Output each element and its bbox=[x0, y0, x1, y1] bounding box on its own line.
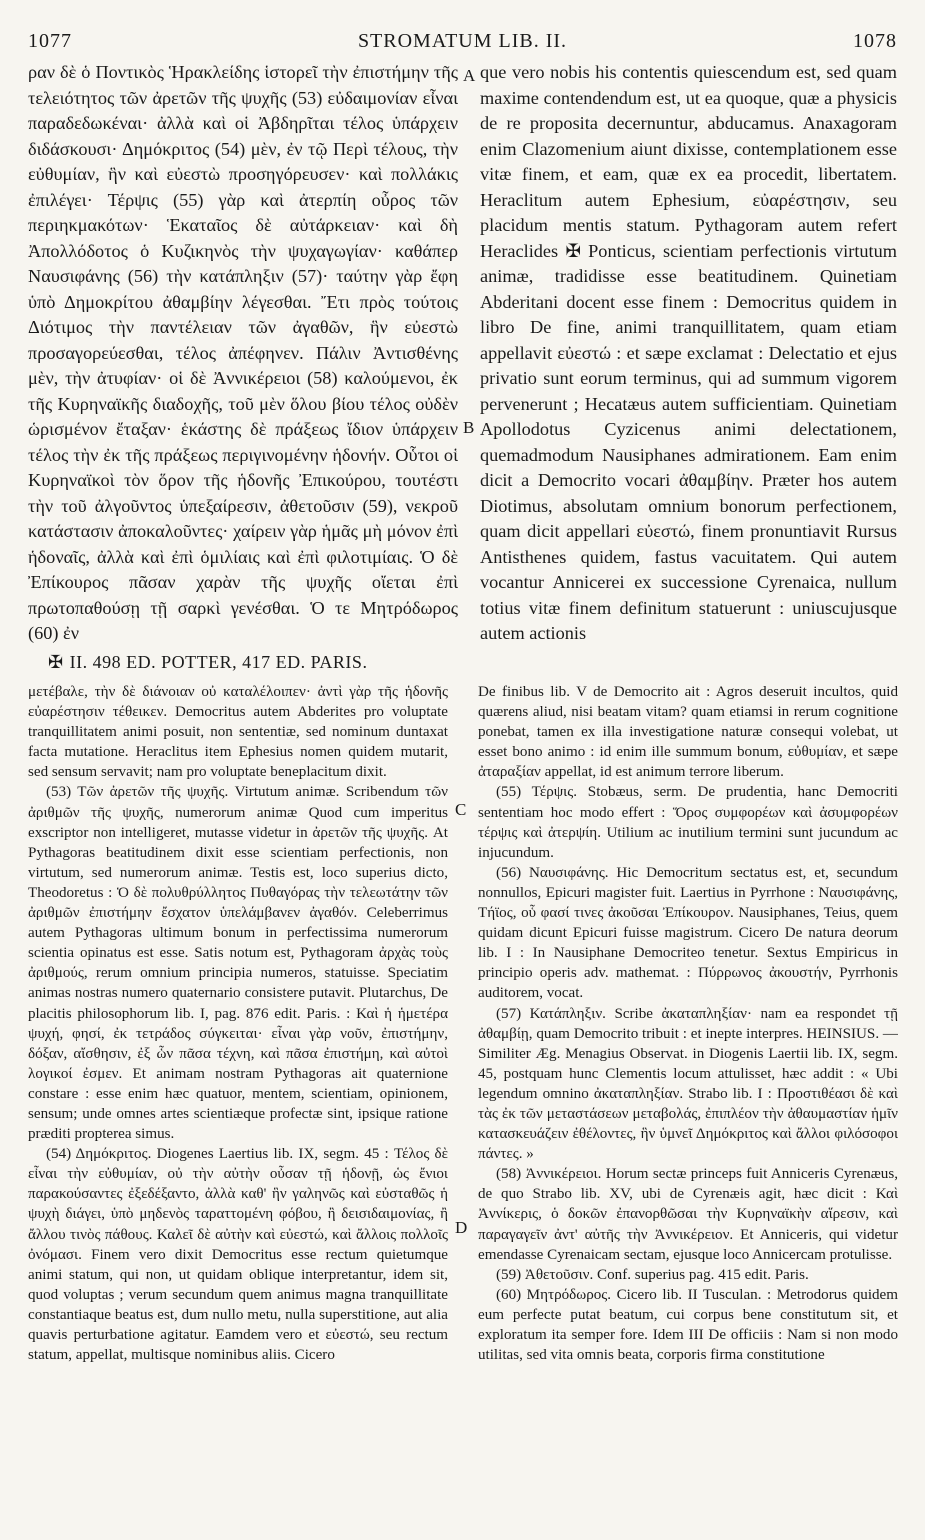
cross-star-icon: ✠ bbox=[48, 652, 64, 672]
latin-text: que vero nobis his contentis quiescendum est, sed quam maxime contendendum est, ut ea quoque, quæ a physicis de re proposita decernuntur, abducamus. Anaxagoram enim Clazomenium aiunt dixisse, contemplationem esse vitæ finem, et eam, quæ ex ea procedit, libertatem. Heraclitum autem Ephesium, εὐαρέστησιν, seu placidum mentis statum. Pythagoram autem refert Heraclides ✠ Ponticus, scientiam perfectionis virtutum animæ, tradidisse esse beatitudinem. Quinetiam Abderitani docent esse finem : Democritus quidem in libro De fine, animi tranquillitatem, quam etiam appellavit εὐεστώ : et sæpe exclamat : Delectatio et ejus privatio sunt eorum terminus, qui ad summum vigorem pervenerunt ; Hecatæus autem sufficientiam. Quinetiam Apollodotus Cyzicenus animi delectationem, quemadmodum Nausiphanes admirationem. Eam enim dicit a Democrito vocari ἀθαμβίην. Præter hos autem Diotimus, absolutam omnium bonorum perfectionem, quam dicit appellari εὐεστώ, finem pronuntiavit Rursus Antisthenes quidem, fastus vacuitatem. Qui autem vocantur Annicerei ex successione Cyrenaica, nullum totius vitæ finem definitum statuerunt : uniuscujusque autem actionis bbox=[480, 62, 897, 643]
footnotes-right-column bbox=[478, 682, 898, 1522]
footnotes-left-column bbox=[28, 682, 448, 1522]
footnote-paragraph: (57) Κατάπληξιν. Scribe ἀκαταπληξίαν· nam ea respondet τῇ ἀθαμβίῃ, quam Democrito tribuit : et inepte interpres. HEINSIUS. — Similiter Æg. Menagius Observat. in Diogenis Laertii lib. IX, segm. 45, postquam hunc Clementis locum attulisset, hæc addit : « Ubi legendum omnino ἀκαταπληξίαν. Strabo lib. I : Προστιθέασι δὲ καὶ τὰς ἐκ τῶν μεταστάσεων μεταβολάς, ἐπιπλέον τὴν ἀθαυμαστίαν ἡμῖν κατασκευάζειν ἐθέλοντες, ἣν ὑμνεῖ Δημόκριτος καὶ ἄλλοι φιλόσοφοι πάντες. » bbox=[478, 1005, 898, 1163]
footnote-paragraph: (53) Τῶν ἀρετῶν τῆς ψυχῆς. Virtutum animæ. Scribendum τῶν ἀριθμῶν τῆς ψυχῆς, numerorum animæ Quod cum imperitus exscriptor non intelligeret, mutasse videtur in ἀρετῶν τῆς ψυχῆς. At Pythagoras beatitudinem dixit esse scientiam perfectionis, non virtutum, sed numerorum animæ. Testis est, loco superius dicto, Theodoretus : Ὁ δὲ πολυθρύλλητος Πυθαγόρας τὴν τελεωτάτην τῶν ἀριθμῶν ἐπιστήμην ἔσχατον ὑπελάμβανεν ἀγαθόν. Celeberrimus autem Pythagoras ultimum bonum in perfectissima numerorum scientia opinatus est esse. Satis notum est, Pythagoram ἀρχὰς τοὺς ἀριθμούς, rerum omnium principia numeros, statuisse. Speciatim animas nostras numero quaternario consistere putavit. Plutarchus, De placitis philosophorum lib. I, pag. 876 edit. Paris. : Καὶ ἡ ἡμετέρα ψυχή, φησί, ἐκ τετράδος σύγκειται· εἶναι γὰρ νοῦν, ἐπιστήμην, δόξαν, αἴσθησιν, ἐξ ὧν πᾶσα τέχνη, καὶ πᾶσα ἐπιστήμη, καὶ αὐτοὶ λογικοί ἐσμεν. Et animam nostram Pythagoras ait quaternione constare : esse enim hæc quatuor, mentem, scientiam, opinionem, sensum; unde omnes artes scientiæque profectæ sint, ipsique ratione præditi propterea simus. bbox=[28, 784, 448, 1143]
latin-text-column bbox=[480, 60, 897, 648]
edition-divider bbox=[48, 652, 468, 673]
page-number-right: 1078 bbox=[853, 30, 897, 52]
footnote-paragraph: (59) Ἀθετοῦσιν. Conf. superius pag. 415 edit. Paris. bbox=[496, 1266, 809, 1283]
greek-text: ραν δὲ ὁ Ποντικὸς Ἡρακλείδης ἱστορεῖ τὴν ἐπιστήμην τῆς τελειότητος τῶν ἀρετῶν τῆς ψυχῆς (53) εὐδαιμονίαν εἶναι παραδεδωκέναι· ἀλλὰ καὶ οἱ Ἀβδηρῖται τέλος ὑπάρχειν διδάσκουσι· Δημόκριτος (54) μὲν, ἐν τῷ Περὶ τέλους, τὴν εὐθυμίαν, ἣν καὶ εὐεστὼ προσηγόρευσεν· καὶ πολλάκις ἐπιλέγει· Τέρψις (55) γὰρ καὶ ἀτερπίη οὖρος τῶν περιηκμακότων· Ἑκαταῖος δὲ αὐτάρκειαν· καὶ δὴ Ἀπολλόδοτος ὁ Κυζικηνὸς τὴν ψυχαγωγίαν· καθάπερ Ναυσιφάνης (56) τὴν κατάπληξιν (57)· ταύτην γὰρ ἔφη ὑπὸ Δημοκρίτου ἀθαμβίην λέγεσθαι. Ἔτι πρὸς τούτοις Διότιμος τὴν παντέλειαν τῶν ἀγαθῶν, ἣν εὐεστὼ προσαγορεύεσθαι, τέλος ἀπέφηνεν. Πάλιν Ἀντισθένης μὲν, τὴν ἀτυφίαν· οἱ δὲ Ἀννικέρειοι (58) καλούμενοι, ἐκ τῆς Κυρηναϊκῆς διαδοχῆς, τοῦ μὲν ὅλου βίου τέλος οὐδὲν ὡρισμένον ἔταξαν· ἑκάστης δὲ πράξεως ἴδιον ὑπάρχειν τέλος τὴν ἐκ τῆς πράξεως περιγινομένην ἡδονήν. Οὗτοι οἱ Κυρηναϊκοὶ τὸν ὅρον τῆς ἡδονῆς Ἐπικούρου, τουτέστι τὴν τοῦ ἀλγοῦντος ὑπεξαίρεσιν, ἀθετοῦσιν (59), νεκροῦ κατάστασιν ἀποκαλοῦντες· χαίρειν γὰρ ἡμᾶς μὴ μόνον ἐπὶ ἡδοναῖς, ἀλλὰ καὶ ἐπὶ ὁμιλίαις καὶ ἐπὶ φιλοτιμίαις. Ὁ δὲ Ἐπίκουρος πᾶσαν χαρὰν τῆς ψυχῆς οἴεται ἐπὶ πρωτοπαθούσῃ τῇ σαρκὶ γενέσθαι. Ὁ τε Μητρόδωρος (60) ἐν bbox=[28, 62, 458, 643]
footnote-paragraph: (56) Ναυσιφάνης. Hic Democritum sectatus est, et, secundum nonnullos, Epicuri magister fuit. Laertius in Pyrrhone : Ναυσιφάνης, Τήϊος, οὗ φασί τινες ἀκοῦσαι Ἐπίκουρον. Nausiphanes, Teius, quem quidam dicunt Epicuri fuisse magistrum. Cicero De natura deorum lib. I : In Nausiphane Democriteo tenetur. Sextus Empiricus in principio operis adv. mathemat. : Πύρρωνος ἀκουστήν, Pyrrhonis auditorem, vocat. bbox=[478, 864, 898, 1002]
page-number-left: 1077 bbox=[28, 30, 72, 52]
edition-reference: II. 498 ED. POTTER, 417 ED. PARIS. bbox=[69, 652, 368, 672]
margin-letter-d: D bbox=[455, 1218, 468, 1237]
footnote-paragraph: (60) Μητρόδωρος. Cicero lib. II Tusculan. : Metrodorus quidem eum perfecte putat beatum, cui corpus bene constitutum sit, et exploratum ita semper fore. Idem III De officiis : Nam si non modo utilitas, sed vita omnis beata, corporis firma constitutione bbox=[478, 1286, 898, 1364]
footnote-paragraph: μετέβαλε, τὴν δὲ διάνοιαν οὐ καταλέλοιπεν· ἀντὶ γὰρ τῆς ἡδονῆς εὐαρέστησιν τέθεικεν. Democritus autem Abderites pro voluptate tranquillitatem animi posuit, non sententiæ, sed nominum duntaxat facta mutatione. Heraclitus item Ephesius nomen quidem mutarit, sed sensum servavit; nam pro voluptate beneplacitum dixit. bbox=[28, 684, 448, 781]
margin-letter-a: A bbox=[463, 66, 476, 85]
footnote-paragraph: (58) Ἀννικέρειοι. Horum sectæ princeps fuit Anniceris Cyrenæus, de quo Strabo lib. XV, ubi de Cyrenæis agit, hæc dicit : Καὶ Ἀννίκερις, ὁ δοκῶν ἐπανορθῶσαι τὴν Κυρηναϊκὴν αἵρεσιν, καὶ παραγαγεῖν ἀντ' αὐτῆς τὴν Ἀννικέρειον. Et Anniceris, qui videtur emendasse Cyrenaicam sectam, ejusque loco Annicercam protulisse. bbox=[478, 1166, 898, 1263]
running-header bbox=[28, 30, 897, 56]
greek-text-column bbox=[28, 60, 458, 648]
footnote-paragraph: (55) Τέρψις. Stobæus, serm. De prudentia, hanc Democriti sententiam hoc modo effert : Ὅρος συμφορέων καὶ ἀσυμφορέων τέρψις καὶ ἀτερψίη. Utilium ac inutilium termini sunt jucundum ac injucundum. bbox=[478, 784, 898, 861]
margin-letter-b: B bbox=[463, 418, 475, 437]
footnote-paragraph: (54) Δημόκριτος. Diogenes Laertius lib. IX, segm. 45 : Τέλος δὲ εἶναι τὴν εὐθυμίαν, οὐ τὴν αὐτὴν οὖσαν τῇ ἡδονῇ, ὡς ἔνιοι παρακούσαντες ἐξεδέξαντο, ἀλλὰ καθ' ἣν γαληνῶς καὶ εὐσταθῶς ἡ ψυχὴ διάγει, ὑπὸ μηδενὸς ταραττομένη φόβου, ἢ δεισιδαιμονίας, ἢ ἄλλου τινὸς πάθους. Καλεῖ δὲ αὐτὴν καὶ εὐεστώ, καὶ ἄλλοις πολλοῖς ὀνόμασι. Finem vero dixit Democritus esse rectum quietumque animi statum, qui non, ut quidam oblique interpretantur, idem sit, quod voluptas ; verum secundum quem animus magna tranquillitate constantiaque beatus est, dum nullo metu, nulla superstitione, aut alia quavis perturbatione agitatur. Eamdem vero et εὐεστώ, seu rectum statum, appellat, multisque nominibus aliis. Cicero bbox=[28, 1146, 448, 1364]
running-title: STROMATUM LIB. II. bbox=[357, 30, 568, 52]
footnote-paragraph: De finibus lib. V de Democrito ait : Agros deseruit incultos, quid quærens aliud, nisi beatam vitam? quam etiamsi in rerum cognitione ponebat, tamen ex illa investigatione naturæ consequi volebat, ut esset bono animo : id enim ille summum bonum, εὐθυμίαν, et sæpe ἀταραξίαν appellat, id est animum terrore liberum. bbox=[478, 684, 898, 781]
margin-letter-c: C bbox=[455, 800, 467, 819]
